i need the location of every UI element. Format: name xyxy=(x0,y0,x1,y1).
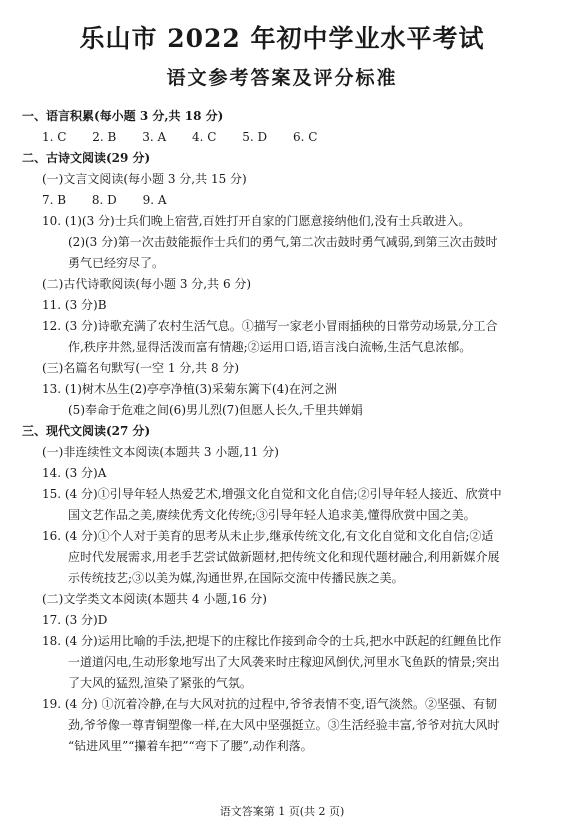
section-2-part-3-heading: (三)名篇名句默写(一空 1 分,共 8 分) xyxy=(42,361,240,375)
answer-15-line-2: 国文艺作品之美,赓续优秀文化传统;③引导年轻人追求美,懂得欣赏中国之美。 xyxy=(68,508,476,522)
section-2-heading: 二、古诗文阅读(29 分) xyxy=(22,151,151,165)
answer-3: 3. A xyxy=(142,130,167,144)
answer-5: 5. D xyxy=(242,130,268,144)
section-3-heading: 三、现代文阅读(27 分) xyxy=(22,424,151,438)
answer-13-line-2: (5)奉命于危难之间(6)男儿烈(7)但愿人长久,千里共婵娟 xyxy=(68,403,363,417)
answer-18-line-2: 一道道闪电,生动形象地写出了大风袭来时庄稼迎风倒伏,河里水飞鱼跃的情景;突出 xyxy=(68,655,500,669)
answer-19-line-2: 劲,爷爷像一尊青铜塑像一样,在大风中坚强挺立。③生活经验丰富,爷爷对抗大风时 xyxy=(68,718,500,732)
answer-1: 1. C xyxy=(42,130,67,144)
answer-17: 17. (3 分)D xyxy=(42,613,108,627)
answer-12-line-1: 12. (3 分)诗歌充满了农村生活气息。①描写一家老小冒雨插秧的日常劳动场景,分工合 xyxy=(42,319,498,333)
answer-16-line-3: 示传统技艺;③以美为媒,沟通世界,在国际交流中传播民族之美。 xyxy=(68,571,404,585)
answer-6: 6. C xyxy=(292,130,318,144)
page-subtitle: 语文参考答案及评分标准 xyxy=(166,67,398,89)
answer-14: 14. (3 分)A xyxy=(42,466,107,480)
answer-18-line-1: 18. (4 分)运用比喻的手法,把堤下的庄稼比作接到命令的士兵,把水中跃起的红鲤鱼比作 xyxy=(42,634,502,648)
answer-10-line-1: 10. (1)(3 分)士兵们晚上宿营,百姓打开自家的门愿意接纳他们,没有士兵敢进入。 xyxy=(42,214,471,228)
answer-10-line-3: 勇气已经穷尽了。 xyxy=(68,256,165,270)
section-3-part-1-heading: (一)非连续性文本阅读(本题共 3 小题,11 分) xyxy=(42,445,279,459)
page-footer: 语文答案第 1 页(共 2 页) xyxy=(219,805,345,818)
answer-16-line-1: 16. (4 分)①个人对于美育的思考从未止步,继承传统文化,有文化自觉和文化自信;②适 xyxy=(42,529,494,543)
section-2-part-1-heading: (一)文言文阅读(每小题 3 分,共 15 分) xyxy=(42,172,247,186)
answer-12-line-2: 作,秩序井然,显得活泼而富有情趣;②运用口语,语言浅白流畅,生活气息浓郁。 xyxy=(68,340,472,354)
answer-18-line-3: 了大风的猛烈,渲染了紧张的气氛。 xyxy=(68,676,252,690)
answer-sheet-page xyxy=(0,22,564,826)
section-2-part-2-heading: (二)古代诗歌阅读(每小题 3 分,共 6 分) xyxy=(42,277,252,291)
answer-9: 9. A xyxy=(142,193,167,207)
section-2-part-1-answers xyxy=(22,190,542,211)
answer-16-line-2: 应时代发展需求,用老手艺尝试做新题材,把传统文化和现代题材融合,利用新媒介展 xyxy=(68,550,500,564)
answer-2: 2. B xyxy=(92,130,117,144)
answer-7: 7. B xyxy=(42,193,67,207)
answer-11: 11. (3 分)B xyxy=(42,298,107,312)
answer-19-line-3: “钻进风里”“攥着车把”“弯下了腰”,动作利落。 xyxy=(68,739,313,753)
answer-4: 4. C xyxy=(191,130,217,144)
section-1-answers xyxy=(22,127,542,148)
answer-19-line-1: 19. (4 分) ①沉着冷静,在与大风对抗的过程中,爷爷表情不变,语气淡然。②坚强、有韧 xyxy=(42,697,497,711)
section-1-heading: 一、语言积累(每小题 3 分,共 18 分) xyxy=(22,109,224,123)
answer-15-line-1: 15. (4 分)①引导年轻人热爱艺术,增强文化自觉和文化自信;②引导年轻人接近、欣赏中 xyxy=(42,487,502,501)
section-3-part-2-heading: (二)文学类文本阅读(本题共 4 小题,16 分) xyxy=(42,592,267,606)
answer-8: 8. D xyxy=(91,193,117,207)
page-title: 乐山市 2022 年初中学业水平考试 xyxy=(79,24,485,53)
answer-13-line-1: 13. (1)树木丛生(2)亭亭净植(3)采菊东篱下(4)在河之洲 xyxy=(42,382,337,396)
answer-10-line-2: (2)(3 分)第一次击鼓能振作士兵们的勇气,第二次击鼓时勇气减弱,到第三次击鼓时 xyxy=(68,235,498,249)
